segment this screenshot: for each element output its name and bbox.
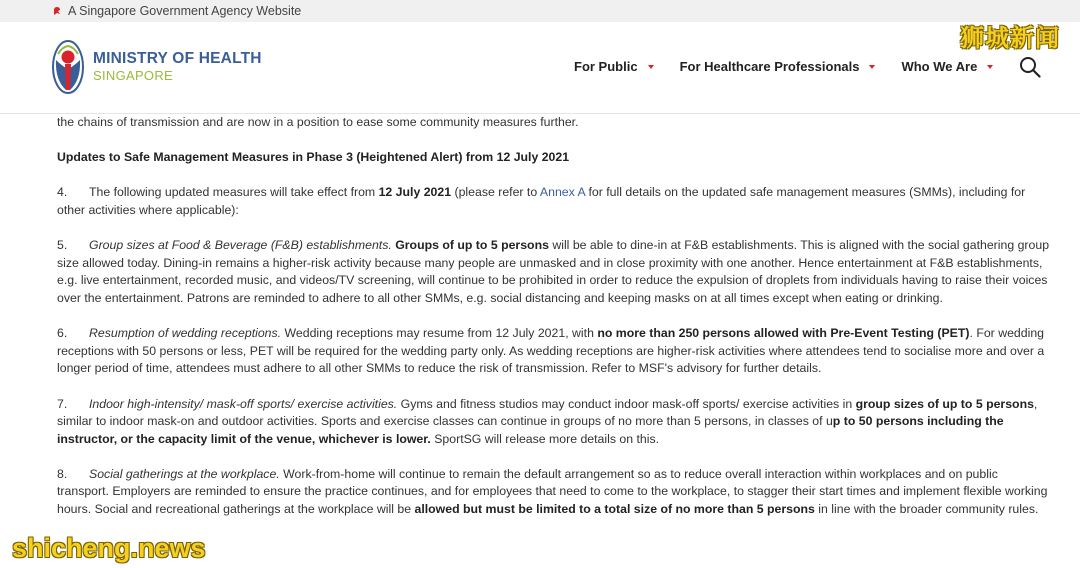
main-nav <box>574 59 1019 74</box>
bold-text: no more than 250 persons allowed with Pre-Event Testing (PET) <box>597 326 970 341</box>
nav-label: Who We Are <box>901 59 978 74</box>
singapore-lion-icon <box>52 6 62 16</box>
italic-subject: Social gatherings at the workplace. <box>89 466 280 481</box>
text: Work-from-home will continue to remain the default arrangement so as to reduce overall interaction within workplaces and on public transport. Employers are reminded to ensure the practice continues, and for employees that need to come to the workplace, to stagger their start times and implement flexible working hours. Social and recreational gatherings at the workplace will be <box>57 466 1048 517</box>
text: The following updated measures will take effect from <box>89 185 379 200</box>
article-content <box>57 114 1053 536</box>
text: in line with the broader community rules. <box>814 502 1039 517</box>
text: . For wedding receptions with 50 persons or less, PET will be required for the wedding party only. As wedding receptions are higher-risk activities where attendees tend to socialise more and over a longer period of time, attendees must adhere to all other SMMs to reduce the risk of transmission. Refer to MSF's advisory for further details. <box>57 326 1045 376</box>
gov-agency-bar <box>0 0 1080 22</box>
nav-who-we-are[interactable] <box>901 59 993 74</box>
paragraph-number: 4. <box>57 185 68 200</box>
paragraph-number: 5. <box>57 238 68 253</box>
paragraph-7 <box>57 396 1053 449</box>
nav-label: For Public <box>574 59 638 74</box>
moh-logo[interactable] <box>52 40 262 94</box>
bold-text: group sizes of up to 5 persons <box>855 396 1034 411</box>
text: will be able to dine-in at F&B establishments. This is aligned with the social gathering group size allowed today. Dining-in remains a higher-risk activity because many people are unmasked and in close proximity with one another. Hence entertainment at F&B establishments, e.g. live entertainment, recorded music, and videos/TV screening, will continue to be prohibited in order to reduce the expulsion of droplets from individuals having to raise their voices over the entertainment. Patrons are reminded to adhere to all other SMMs, e.g. social distancing and keeping masks on at all times except when eating or drinking. <box>57 238 1050 305</box>
italic-subject: Group sizes at Food & Beverage (F&B) establishments. <box>89 238 392 253</box>
bold-text: Groups of up to 5 persons <box>395 238 549 253</box>
watermark-site: shicheng.news <box>12 533 206 563</box>
bold-text: allowed but must be limited to a total size of no more than 5 persons <box>414 502 815 517</box>
logo-subtitle: SINGAPORE <box>93 68 173 83</box>
nav-for-public[interactable] <box>574 59 654 74</box>
bold-text: 12 July 2021 <box>378 185 452 200</box>
logo-title: MINISTRY OF HEALTH <box>93 50 262 67</box>
caret-down-icon <box>869 65 875 69</box>
watermark-chinese: 狮城新闻 <box>960 24 1060 52</box>
caret-down-icon <box>987 65 993 69</box>
moh-emblem-icon <box>52 40 84 94</box>
search-icon[interactable] <box>1019 56 1041 78</box>
paragraph-number: 7. <box>57 396 68 411</box>
text: for full details on the updated safe management measures (SMMs), including for other activities where applicable): <box>57 185 1026 217</box>
intro-paragraph-tail: the chains of transmission and are now in a position to ease some community measures further. <box>57 115 579 129</box>
paragraph-number: 8. <box>57 466 68 481</box>
section-heading: Updates to Safe Management Measures in Phase 3 (Heightened Alert) from 12 July 2021 <box>57 150 570 165</box>
paragraph-4 <box>57 184 1053 219</box>
italic-subject: Resumption of wedding receptions. <box>89 326 282 341</box>
nav-for-healthcare-professionals[interactable] <box>680 59 876 74</box>
paragraph-5 <box>57 237 1053 307</box>
text: (please refer to <box>451 185 540 200</box>
paragraph-number: 6. <box>57 326 68 341</box>
text: , similar to indoor mask-on and outdoor activities. Sports and exercise classes can continue in groups of no more than 5 persons, in classes of u <box>57 396 1038 429</box>
paragraph-8 <box>57 466 1053 519</box>
bold-text: p to 50 persons including the instructor, or the capacity limit of the venue, whichever is lower. <box>57 414 1004 446</box>
italic-subject: Indoor high-intensity/ mask-off sports/ exercise activities. <box>89 396 398 411</box>
gov-agency-text: A Singapore Government Agency Website <box>68 4 302 18</box>
paragraph-6 <box>57 325 1053 378</box>
nav-label: For Healthcare Professionals <box>679 59 860 74</box>
text: Gyms and fitness studios may conduct indoor mask-off sports/ exercise activities in <box>397 396 856 411</box>
text: SportSG will release more details on this. <box>430 431 660 446</box>
site-header <box>0 22 1080 114</box>
text: Wedding receptions may resume from 12 July 2021, with <box>281 326 598 341</box>
caret-down-icon <box>648 65 654 69</box>
annex-a-link[interactable]: Annex A <box>539 185 586 200</box>
